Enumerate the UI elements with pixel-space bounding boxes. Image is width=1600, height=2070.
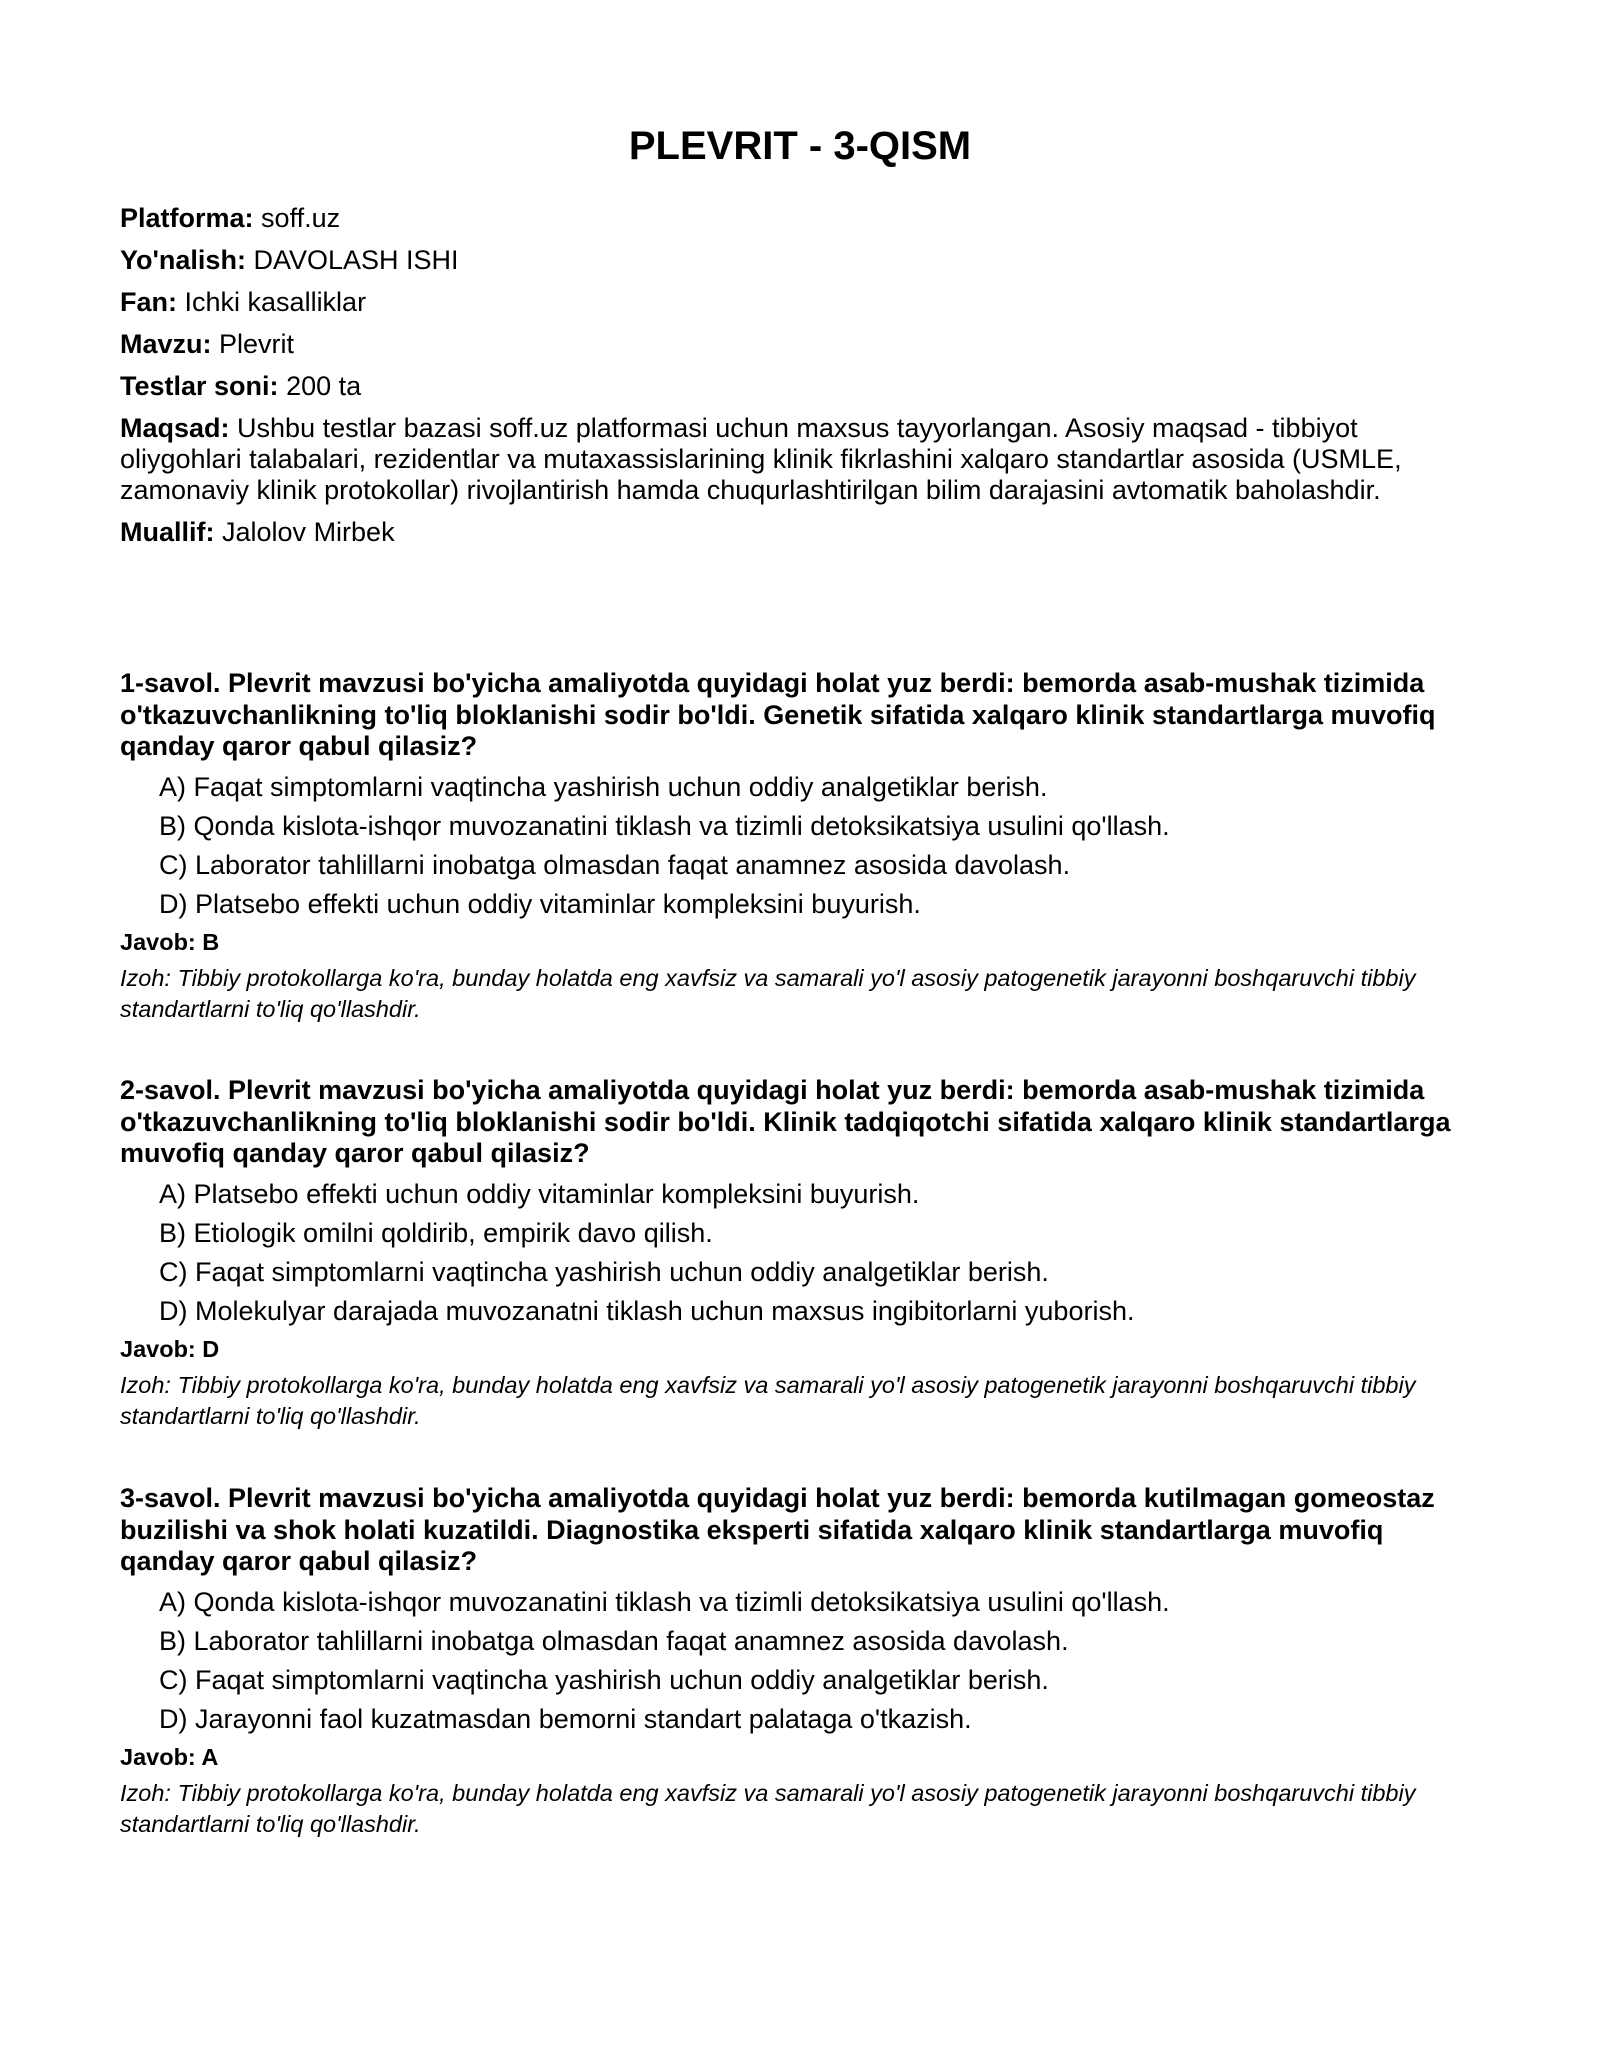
option-d: D) Molekulyar darajada muvozanatni tiklash uchun maxsus ingibitorlarni yuborish. [159, 1295, 1135, 1326]
meta-subject [120, 287, 1475, 318]
answer-options [120, 1587, 1485, 1735]
explanation-note: Izoh: Tibbiy protokollarga ko'ra, bunday holatda eng xavfsiz va samarali yo'l asosiy patogenetik jarayonni boshqaruvchi tibbiy standartlarni to'liq qo'llashdir. [120, 964, 1416, 1022]
question-1 [120, 668, 1485, 1025]
meta-value: soff.uz [261, 203, 341, 233]
option-a: A) Qonda kislota-ishqor muvozanatini tiklash va tizimli detoksikatsiya usulini qo'llash. [159, 1586, 1170, 1617]
meta-purpose [120, 413, 1475, 506]
question-2 [120, 1075, 1485, 1432]
meta-value: Plevrit [219, 329, 295, 359]
meta-value: Ichki kasalliklar [184, 287, 367, 317]
question-3 [120, 1483, 1485, 1840]
explanation-note: Izoh: Tibbiy protokollarga ko'ra, bunday holatda eng xavfsiz va samarali yo'l asosiy patogenetik jarayonni boshqaruvchi tibbiy standartlarni to'liq qo'llashdir. [120, 1371, 1416, 1429]
meta-label: Mavzu: [120, 329, 212, 359]
meta-value: Ushbu testlar bazasi soff.uz platformasi uchun maxsus tayyorlangan. Asosiy maqsad - tibbiyot oliygohlari talabalari, rezidentlar va mutaxassislarining klinik fikrlashini xalqaro standartlar asosida (USMLE, zamonaviy klinik protokollar) rivojlantirish hamda chuqurlashtirilgan bilim darajasini avtomatik baholashdir. [120, 413, 1402, 505]
meta-author [120, 517, 1475, 548]
answer-key: Javob: B [120, 928, 220, 955]
meta-label: Testlar soni: [120, 371, 279, 401]
meta-value: Jalolov Mirbek [222, 517, 395, 547]
meta-topic [120, 329, 1475, 360]
meta-label: Fan: [120, 287, 177, 317]
meta-direction [120, 245, 1475, 276]
meta-label: Yo'nalish: [120, 245, 246, 275]
option-a: A) Platsebo effekti uchun oddiy vitaminlar kompleksini buyurish. [159, 1178, 920, 1209]
option-c: C) Faqat simptomlarni vaqtincha yashirish uchun oddiy analgetiklar berish. [159, 1664, 1049, 1695]
answer-options [120, 772, 1485, 920]
metadata-block [120, 203, 1475, 559]
question-text: 1-savol. Plevrit mavzusi bo'yicha amaliyotda quyidagi holat yuz berdi: bemorda asab-mushak tizimida o'tkazuvchanlikning to'liq bloklanishi sodir bo'ldi. Genetik sifatida xalqaro klinik standartlarga muvofiq qanday qaror qabul qilasiz? [120, 668, 1436, 761]
meta-label: Platforma: [120, 203, 254, 233]
explanation-note: Izoh: Tibbiy protokollarga ko'ra, bunday holatda eng xavfsiz va samarali yo'l asosiy patogenetik jarayonni boshqaruvchi tibbiy standartlarni to'liq qo'llashdir. [120, 1779, 1416, 1837]
option-d: D) Jarayonni faol kuzatmasdan bemorni standart palataga o'tkazish. [159, 1703, 972, 1734]
meta-value: DAVOLASH ISHI [253, 245, 459, 275]
option-b: B) Qonda kislota-ishqor muvozanatini tiklash va tizimli detoksikatsiya usulini qo'llash. [159, 810, 1170, 841]
question-text: 3-savol. Plevrit mavzusi bo'yicha amaliyotda quyidagi holat yuz berdi: bemorda kutilmagan gomeostaz buzilishi va shok holati kuzatildi. Diagnostika eksperti sifatida xalqaro klinik standartlarga muvofiq qanday qaror qabul qilasiz? [120, 1483, 1435, 1576]
meta-platform [120, 203, 1475, 234]
option-c: C) Faqat simptomlarni vaqtincha yashirish uchun oddiy analgetiklar berish. [159, 1256, 1049, 1287]
answer-options [120, 1179, 1485, 1327]
meta-label: Maqsad: [120, 413, 230, 443]
meta-test-count [120, 371, 1475, 402]
meta-label: Muallif: [120, 517, 215, 547]
option-b: B) Laborator tahlillarni inobatga olmasdan faqat anamnez asosida davolash. [159, 1625, 1069, 1656]
answer-key: Javob: A [120, 1743, 219, 1770]
option-c: C) Laborator tahlillarni inobatga olmasdan faqat anamnez asosida davolash. [159, 849, 1071, 880]
page-title: PLEVRIT - 3-QISM [628, 124, 972, 168]
option-b: B) Etiologik omilni qoldirib, empirik davo qilish. [159, 1217, 713, 1248]
question-text: 2-savol. Plevrit mavzusi bo'yicha amaliyotda quyidagi holat yuz berdi: bemorda asab-mushak tizimida o'tkazuvchanlikning to'liq bloklanishi sodir bo'ldi. Klinik tadqiqotchi sifatida xalqaro klinik standartlarga muvofiq qanday qaror qabul qilasiz? [120, 1075, 1451, 1168]
option-a: A) Faqat simptomlarni vaqtincha yashirish uchun oddiy analgetiklar berish. [159, 771, 1048, 802]
answer-key: Javob: D [120, 1335, 220, 1362]
meta-value: 200 ta [286, 371, 362, 401]
option-d: D) Platsebo effekti uchun oddiy vitaminlar kompleksini buyurish. [159, 888, 921, 919]
